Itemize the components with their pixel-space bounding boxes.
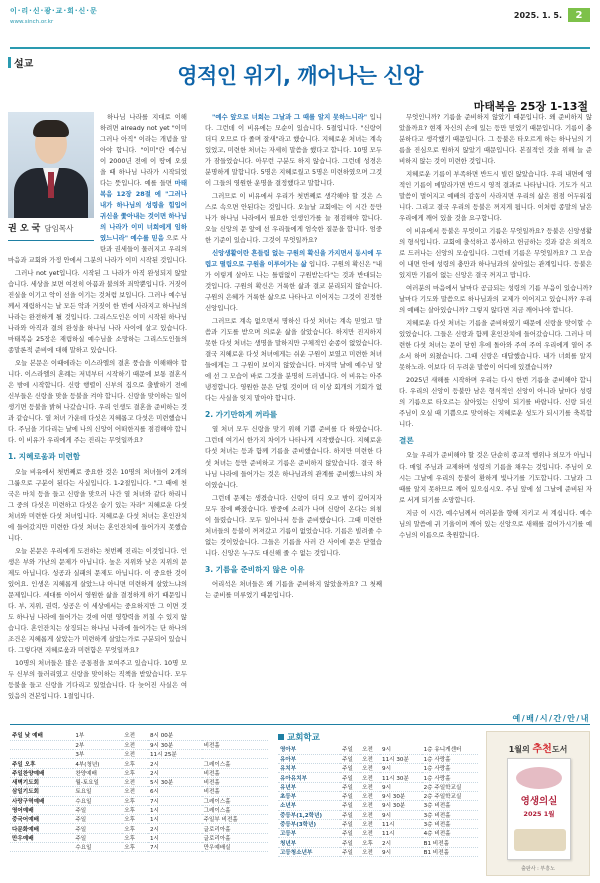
schedule-cell: 11시 30분: [380, 754, 422, 763]
schedule-cell: 주일: [340, 838, 360, 847]
schedule-group-cell: 초등부: [278, 791, 340, 800]
schedule-cell: 2층 주일학교실: [422, 782, 478, 791]
paragraph: 열 처녀 모두 신랑을 맞기 위해 기쁨 준비를 다 하였습니다. 그런데 여기서 한가지 차이가 나타나게 시작했습니다. 지혜로운 다섯 처녀는 등과 함께 기름을 준비했습니다. 하지만 미련한 다섯 처녀는 등만 준비하고 기름은 준비하지 않았습니다. 결국 하나님 나라에 들어가는 것은 하나님과의 관계를 준비했느냐의 차이였습니다.: [205, 425, 382, 489]
schedule-cell: 주일: [73, 805, 122, 814]
schedule-cell: 오전: [360, 810, 380, 819]
schedule-cell: 9시 30분: [380, 801, 422, 810]
schedule-cell: 9시: [380, 810, 422, 819]
schedule-row: [278, 791, 478, 800]
schedule-cell: 주일: [73, 824, 122, 833]
schedule-group-cell: 주일찬양예배: [10, 768, 73, 777]
schedule-row: [10, 759, 268, 768]
schedule-row: [10, 796, 268, 805]
schedule-cell: 오전: [360, 819, 380, 828]
schedule-group-cell: 다문화예배: [10, 824, 73, 833]
schedule-cell: 오전: [360, 829, 380, 838]
schedule-cell: 5시 30분: [148, 777, 202, 786]
section-label: 설교: [14, 59, 34, 70]
schedule-row: [10, 787, 268, 796]
article-column-1: [8, 112, 187, 707]
paragraph: 이 비유에서 등불은 무엇이고 기름은 무엇일까요? 등불은 신앙생활의 형식입니다. 교회에 출석하고 봉사하고 헌금하는 것과 같은 외적으로 드러나는 신앙의 모습입니다. 그런데 기름은 무엇일까요? 그 모습이 내면 안에 성령의 충만과 하나님과의 살아있는 관계입니다. 등불은 있지만 기름이 없는 신앙은 결국 꺼지고 맙니다.: [399, 227, 592, 280]
schedule-cell: 수요일: [73, 843, 122, 852]
church-school-schedule: [278, 731, 478, 857]
schedule-cell: 2시: [148, 824, 202, 833]
cover-art-bottom: [514, 829, 566, 851]
schedule-cell: 주일부 비전홀: [202, 815, 268, 824]
header-divider: [10, 47, 590, 49]
schedule-cell: 9시: [380, 782, 422, 791]
schedule-cell: 오전: [360, 791, 380, 800]
schedule-cell: 주일: [73, 833, 122, 842]
schedule-group-cell: 유년부: [278, 782, 340, 791]
book-publisher: 출판사 : 부흥노: [521, 866, 555, 872]
schedule-cell: 2부: [73, 740, 122, 749]
paragraph: 오늘 우리가 준비해야 할 것은 단순히 종교적 행위나 외모가 아닙니다. 매일 주님과 교제하며 성령의 기름을 채우는 것입니다. 주님이 오시는 그날에 우리의 등불이 환하게 빛나기를 기도합니다. 그날과 그 때를 알지 못하므로 깨어 있으십시오. 주님 앞에 설 그날에 준비된 자로 서게 되기를 소망합니다.: [399, 451, 592, 504]
schedule-cell: 11시: [380, 829, 422, 838]
schedule-cell: 6시: [148, 787, 202, 796]
schedule-cell: 9시 30분: [380, 791, 422, 800]
schedule-cell: 주일: [340, 782, 360, 791]
schedule-cell: 1시: [148, 815, 202, 824]
issue-date: 2025. 1. 5.: [513, 10, 562, 20]
schedule-cell: 주일: [340, 801, 360, 810]
schedule-row: [278, 829, 478, 838]
schedule-cell: 오전: [360, 745, 380, 754]
church-school-table: [278, 745, 478, 857]
paragraph: 지혜로운 다섯 처녀는 기름을 준비하였기 때문에 신랑을 맞이할 수 있었습니다. 그들은 신랑과 함께 혼인잔치에 들어갔습니다. 그러나 미련한 다섯 처녀는 문이 닫힌 후에 돌아와 주여 주여 우리에게 열어 주소서 하며 외쳤습니다. 그때 신랑은 대답했습니다. 내가 너희를 알지 못하노라. 이보다 더 두려운 말씀이 어디에 있겠습니까?: [399, 319, 592, 372]
scripture-reference: 마태복음 25장 1-13절: [473, 100, 588, 113]
schedule-group-cell: 유치부: [278, 764, 340, 773]
paragraph: 그런데 문제는 생겼습니다. 신랑이 더디 오고 밤이 깊어지자 모두 잠에 빠졌습니다. 밤중에 소리가 나며 신랑이 온다는 외침이 들렸습니다. 모두 일어나서 등을 준비했습니다. 그때 미련한 처녀들의 등불이 꺼져갔고 기름이 없었습니다. 기름은 빌려줄 수 없는 것이었습니다. 그들은 기름을 사러 간 사이에 문은 닫혔습니다. 신앙은 누구도 대신해 줄 수 없는 것입니다.: [205, 493, 382, 557]
schedule-row: [10, 777, 268, 786]
book-cover[interactable]: [507, 758, 571, 860]
schedule-cell: 오후: [122, 833, 148, 842]
paragraph: 오늘 본문은 우리에게 도전하는 첫번째 진리는 이것입니다. 인생은 부와 가난의 문제가 아닙니다. 높은 지위와 낮은 지위의 문제도 아닙니다. 성공과 실패의 문제도 아닙니다. 이 중요한 것이 있어요. 인생은 지혜롭게 살았느냐 아니면 미련하게 살았느냐의 문제입니다. 세대를 이어서 영원한 삶을 결정하게 하기 때문입니다. 부, 지위, 권력, 성공은 이 세상에서는 중요하지만 그 이면 것도 하나님 나라에 들어가는 것에 어떤 영향력을 끼칠 수 있지 않습니다. 혼인잔치는 상징되는 하나님 나라에 들어가는 단 하나의 조건은 지혜롭게 살았는가 미련하게 살았는가로 구분되어 있습니다. 그렇다면 지혜로움과 미련함은 무엇일까요?: [8, 546, 187, 654]
schedule-cell: 오전: [122, 740, 148, 749]
schedule-cell: 오전: [360, 847, 380, 856]
schedule-cell: 9시: [380, 847, 422, 856]
schedule-cell: 4층 비전홀: [422, 829, 478, 838]
schedule-row: [278, 810, 478, 819]
schedule-cell: 11시 30분: [380, 773, 422, 782]
schedule-row: [10, 768, 268, 777]
issue-info: [514, 8, 590, 22]
schedule-cell: [202, 750, 268, 759]
paragraph: 지혜로운 기름이 부족하면 반드시 빌린 않았습니다. 우리 내면에 영적인 기름이 메말라가면 반드시 영적 결과로 나타납니다. 기도가 식고 말씀이 멀어지고 예배의 감동이 사라지면 우리의 삶은 점점 어두워집니다. 그리고 결국 우리의 등불은 꺼지게 됩니다. 이처럼 종말의 날은 우리에게 깨어 있을 것을 요구합니다.: [399, 170, 592, 223]
schedule-cell: 오전: [360, 773, 380, 782]
schedule-cell: 오후: [122, 805, 148, 814]
schedule-group-cell: 유아유치부: [278, 773, 340, 782]
paragraph: 여러분의 마음에서 날마다 공급되는 성령의 기름 부음이 있습니까? 날마다 기도와 말씀으로 하나님과의 교제가 이어지고 있습니까? 우리의 예배는 살아있습니까? 그렇지 않다면 지금 깨어나야 합니다.: [399, 284, 592, 315]
schedule-cell: 만우예배실: [202, 843, 268, 852]
schedule-cell: 오전: [360, 801, 380, 810]
schedule-group-cell: 만우예배: [10, 833, 73, 842]
schedule-cell: 그레이스홀: [202, 796, 268, 805]
schedule-cell: 오전: [122, 787, 148, 796]
schedule-cell: B1 비전홀: [422, 838, 478, 847]
schedule-cell: 주일: [340, 764, 360, 773]
site-url[interactable]: www.sinch.or.kr: [10, 19, 54, 25]
schedule-cell: 오후: [360, 838, 380, 847]
schedule-cell: 비전홀: [202, 740, 268, 749]
schedule-cell: 주일: [340, 819, 360, 828]
schedule-group-cell: 사랑구역예배: [10, 796, 73, 805]
article-column-2: [205, 112, 382, 707]
schedule-group-cell: 중국어예배: [10, 815, 73, 824]
schedule-group-cell: 영어예배: [10, 805, 73, 814]
schedule-cell: 오전: [360, 782, 380, 791]
paragraph: 그러므로 계속 없으면서 명하신 다섯 처녀는 계속 믿었고 말씀과 기도를 받으며 의로운 삶을 살았습니다. 하지만 진지하지 못한 다섯 처녀는 생명을 말하지만 구체적인 순종이 없었습니다. 결국 지혜로운 다섯 처녀에게는 쉬운 구원이 보였고 미련한 처녀들에게는 그 구원이 보이지 않았습니다. 마지막 날에 예수님 앞에 선 그 모습이 바로 그것을 분명히 드러냅니다. 이 비유는 아주 냉정합니다. 영원한 문은 닫힐 것이며 더 이상 회개의 기회가 없다는 사실을 잊지 말아야 합니다.: [205, 317, 382, 403]
schedule-cell: 1층 사랑홀: [422, 764, 478, 773]
schedule-group-cell: 주일 낮 예배: [10, 731, 73, 740]
book-date: 2025 1월: [523, 810, 555, 818]
schedule-group-cell: 삼일기도회: [10, 787, 73, 796]
worship-guide-divider: [10, 724, 590, 725]
schedule-cell: 오후: [122, 824, 148, 833]
paragraph: 지금 이 시간, 예수님께서 여러분을 향해 지키고 서 계십니다. 예수님의 말씀에 귀 기울이며 깨어 있는 신앙으로 새해를 걸어가시기를 예수님의 이름으로 축원합니다.: [399, 508, 592, 539]
schedule-row: [10, 824, 268, 833]
schedule-cell: 오전: [122, 731, 148, 740]
schedule-cell: 오전: [122, 777, 148, 786]
page-number-badge: 2: [568, 8, 590, 22]
paragraph: 무엇인니까? 기름을 준비하지 않았기 때문입니다. 왜 준비하지 않았을까요? 현재 자신의 손에 있는 등만 믿었기 때문입니다. 기름이 충분하다고 생각했기 때문입니다. 그 등불은 타오르게 하는 하나님의 기름을 진심으로 원하지 않았기 때문입니다. 본질적인 것을 위해 늘 준비하지 않는 것이 미련한 것입니다.: [399, 113, 592, 166]
schedule-cell: 11시 25분: [148, 750, 202, 759]
schedule-row: [10, 805, 268, 814]
schedule-cell: 2층 주일학교실: [422, 791, 478, 800]
paragraph: 2025년 새해를 시작하며 우리는 다시 한번 기름을 준비해야 합니다. 우리의 신앙이 등불만 남은 형식적인 신앙이 아니라 날마다 성령의 기름으로 타오르는 살아있는 신앙이 되기를 바랍니다. 신랑 되신 주님이 오실 때 기쁨으로 맞이하는 지혜로운 성도가 되시기를 축복합니다.: [399, 376, 592, 429]
schedule-cell: 3부: [73, 750, 122, 759]
schedule-row: [278, 745, 478, 754]
schedule-row: [278, 764, 478, 773]
schedule-row: [278, 801, 478, 810]
schedule-cell: B1 비전홀: [422, 847, 478, 856]
schedule-row: [10, 731, 268, 740]
worship-schedule-table: [10, 731, 268, 852]
schedule-cell: 9시 30분: [148, 740, 202, 749]
schedule-group-cell: 중등부(3학년): [278, 819, 340, 828]
schedule-cell: 1시: [148, 833, 202, 842]
schedule-cell: 그레이스홀: [202, 805, 268, 814]
newspaper-masthead: 이·리·신·광·교·회·신·문: [10, 7, 98, 15]
section-heading: 3. 기름을 준비하지 않은 이유: [205, 564, 305, 574]
cover-art-shape: [516, 767, 562, 789]
schedule-cell: 주일: [340, 745, 360, 754]
schedule-cell: 오전: [360, 764, 380, 773]
author-photo: [8, 112, 94, 218]
author-byline: [8, 222, 94, 241]
schedule-cell: 비전홀: [202, 768, 268, 777]
schedule-row: [10, 843, 268, 852]
schedule-row: [10, 740, 268, 749]
schedule-cell: 4부(청년): [73, 759, 122, 768]
schedule-cell: [202, 731, 268, 740]
schedule-row: [10, 750, 268, 759]
paragraph: "예수 앞으로 너희는 그날과 그 때를 알지 못하느니라" 입니다. 그런데 이 비유에는 모순이 있습니다. 5절입니다. "신랑이 더디 오므로 다 졸며 잘새"라고 했습니다. 지혜로운 처녀는 계속 있었고, 미련한 처녀는 자세히 말씀을 했다고 합니다. 10명 모두가 잠들었습니다. 아무런 구분도 하지 않습니다. 그런데 성경은 분명하게 말합니다. 5명은 지혜로웠고 5명은 미련하였으며 그것이 그들의 영원한 운명을 결정했다고 말합니다.: [205, 113, 382, 188]
paragraph: 하나님 나라를 지대로 이해하려면 already not yet "이미 그러나 아직" 이라는 개념을 알아야 합니다. "이미"란 예수님이 2000년 전에 이 땅에 오셨을 때 하나님 나라가 시작되었다는 뜻입니다. 예를 들면 마태복음 12장 28절 에 "그러나 내가 하나님의 성령을 힘입어 귀신을 쫓아내는 것이면 하나님의 나라가 이미 너희에게 임하였느니라" 예수를 믿음 으로 사탄과 권세들이 물러지고 우리의 마음과 교회와 가정 안에서 그분의 나라가 이미 시작된 것입니다.: [8, 113, 187, 265]
paragraph: 그러나 not yet입니다. 시작된 그 나라가 아직 완성되지 않았습니다. 세상을 보면 여전히 아픔과 불의와 죄악뿐입니다. 거짓이 진실을 이기고 악이 선을 이기는 것처럼 보입니다. 그러나 예수님께서 재림하시는 날 모든 악과 거짓이 한 번에 사라지고 하나님의 나라는 완전하게 될 것입니다. 그리스도인은 이미 시작된 하나님 나라와 아직과 결의 완성을 하나님 나라 사이에 살고 있습니다. 마태복음 25장은 재림하실 예수님을 소망하는 그리스도인들의 종말론적 준비에 대해 말하고 있습니다.: [8, 269, 187, 355]
schedule-cell: 오후: [122, 815, 148, 824]
schedule-cell: 1층 유니게센터: [422, 745, 478, 754]
schedule-cell: 비전홀: [202, 787, 268, 796]
schedule-group-cell: 고등부: [278, 829, 340, 838]
schedule-cell: 2시: [380, 838, 422, 847]
paragraph: 오늘 비유에서 첫번째로 중요한 것은 10명의 처녀들이 2개의 그룹으로 구분이 된다는 사실입니다. 1-2절입니다. "그 때에 천국은 마치 등을 들고 신랑을 맞으러 나간 열 처녀와 같다 하리니 그 중의 다섯은 미련하고 다섯은 슬기 있는 자라" 지혜로운 다섯 처녀와 미련한 다섯 처녀입니다. 지혜로운 다섯 처녀는 혼인잔치에 들어갔지만 미련한 다섯 처녀는 혼인잔치에 들어가지 못했습니다.: [8, 467, 187, 542]
schedule-cell: 오후: [122, 796, 148, 805]
schedule-group-cell: 영아부: [278, 745, 340, 754]
recommended-book-ad[interactable]: [486, 731, 590, 876]
author-name: 권 오 국: [8, 224, 41, 234]
schedule-cell: 1시: [148, 805, 202, 814]
schedule-cell: 주일: [340, 847, 360, 856]
schedule-cell: 2시: [148, 768, 202, 777]
schedule-cell: 11시: [380, 819, 422, 828]
schedule-group-cell: [10, 740, 73, 749]
schedule-cell: 9시: [380, 764, 422, 773]
schedule-cell: 9시: [380, 745, 422, 754]
schedule-cell: 비전홀: [202, 777, 268, 786]
schedule-cell: 1층 사랑홀: [422, 773, 478, 782]
schedule-cell: 주일: [340, 810, 360, 819]
book-title: 영생의실: [520, 796, 558, 807]
schedule-row: [278, 754, 478, 763]
church-school-title: 교회학교: [278, 731, 478, 743]
paragraph: 오늘 본문은 이때에라는 이스라엘의 결혼 풍습을 이해해야 합니다. 이스라엘의 혼례는 저녁부터 시작하기 때문에 보통 결혼식은 밤에 시작합니다. 신랑 행렬이 신부의 집으로 출발하기 전에 신부들은 신랑을 맞을 등불을 켜야 합니다. 신랑을 맞이하는 일이 생기면 등불을 밝혀 나갔습니다. 우리 인생도 결혼을 준비하는 것과 같습니다. 열 처녀 가운데 다섯은 지혜롭고 다섯은 미련했습니다. 주님을 기다리는 날에 나의 신앙이 어떠한지를 점검해야 합니다. 이 비유가 우리에게 주는 진리는 무엇일까요?: [8, 359, 187, 445]
schedule-cell: 3층 비전홀: [422, 801, 478, 810]
schedule-cell: 1층 사랑홀: [422, 754, 478, 763]
schedule-group-cell: 주일 오후: [10, 759, 73, 768]
schedule-row: [10, 815, 268, 824]
schedule-cell: 오후: [122, 768, 148, 777]
schedule-group-cell: [10, 843, 73, 852]
schedule-row: [10, 833, 268, 842]
schedule-cell: 주일: [340, 754, 360, 763]
schedule-group-cell: 청년부: [278, 838, 340, 847]
schedule-row: [278, 838, 478, 847]
section-heading: 2. 가기만하게 꺼라를: [205, 410, 278, 420]
page-header: [10, 6, 590, 46]
schedule-cell: 오전: [360, 754, 380, 763]
schedule-cell: 주일: [340, 829, 360, 838]
schedule-cell: 3층 비전홀: [422, 810, 478, 819]
schedule-group-cell: [10, 750, 73, 759]
schedule-cell: 8시 00분: [148, 731, 202, 740]
schedule-cell: 오전: [122, 750, 148, 759]
sermon-title: 영적인 위기, 깨어나는 신앙: [177, 64, 423, 88]
worship-guide-label: 예/배/시/간/안/내: [512, 714, 590, 723]
schedule-cell: 주일: [340, 791, 360, 800]
schedule-cell: 글로리아홀: [202, 833, 268, 842]
sermon-body: [8, 112, 592, 707]
schedule-group-cell: 새벽기도회: [10, 777, 73, 786]
schedule-group-cell: 소년부: [278, 801, 340, 810]
schedule-cell: 1부: [73, 731, 122, 740]
schedule-cell: 수요일: [73, 796, 122, 805]
schedule-group-cell: 유아부: [278, 754, 340, 763]
schedule-cell: 월-토요일: [73, 777, 122, 786]
schedule-row: [278, 847, 478, 856]
schedule-group-cell: 고등청소년부: [278, 847, 340, 856]
section-heading: 결론: [399, 436, 414, 446]
schedule-cell: 2시: [148, 759, 202, 768]
schedule-cell: 오후: [122, 843, 148, 852]
paragraph: 그러므로 이 비유에서 우리가 첫번째로 생각해야 할 것은 스스로 속으면 안된다는 것입니다. 오늘날 교회에는 이 시간 등만 나가 하나님 나라에서 필요한 인생인가를 늘 점검해야 합니다. 오늘 신앙의 문 앞에 선 우리들에게 엄숙한 질문을 합니다. 엄중한 기준이 있습니다. 그것이 무엇일까요?: [205, 192, 382, 245]
paragraph: 어리석은 처녀들은 왜 기름을 준비하지 않았을까요? 그 첫째는 준비를 미루었기 때문입니다.: [205, 579, 382, 599]
schedule-cell: 주일: [340, 773, 360, 782]
schedule-row: [278, 782, 478, 791]
schedule-cell: 찬양예배: [73, 768, 122, 777]
schedule-cell: 토요일: [73, 787, 122, 796]
schedule-cell: 주일: [73, 815, 122, 824]
schedule-cell: 오후: [122, 759, 148, 768]
square-bullet-icon: [278, 734, 284, 740]
section-heading: 1. 지혜로움과 미련함: [8, 452, 81, 462]
paragraph: 신앙생활이란 흔들림 없는 구원의 확신을 가지면서 동시에 두렵고 떨림으로 구원을 이루어가는 삶 입니다. 구원의 확신은 "내가 이렇게 살아도 나는 틀림없이 구원받는다"는 것과 반대되는 것입니다. 구원의 확신은 거룩한 삶과 결코 분리되지 않습니다. 구원의 은혜가 거룩한 삶으로 나타나고 이어지는 그것이 진정한 신앙입니다.: [205, 249, 382, 313]
worship-schedule: [10, 731, 268, 852]
schedule-group-cell: 중등부(1,2학년): [278, 810, 340, 819]
schedule-cell: 7시: [148, 796, 202, 805]
article-column-3: [399, 112, 592, 707]
schedule-row: [278, 819, 478, 828]
schedule-row: [278, 773, 478, 782]
schedule-cell: 그레이스홀: [202, 759, 268, 768]
schedule-cell: 글로리아홀: [202, 824, 268, 833]
schedule-cell: 7시: [148, 843, 202, 852]
schedule-cell: 3층 비전홀: [422, 819, 478, 828]
book-ad-heading: 1월의 추천도서: [508, 744, 568, 755]
author-role: 담임목사: [44, 224, 74, 233]
paragraph: 10명의 처녀들은 많은 공통점을 보여주고 있습니다. 10명 모두 신부의 들러리였고 신랑을 맞이하는 직책을 받았습니다. 모두 등불을 들고 신랑을 기다리고 있었습니다. 다 늦어진 사실은 여 있음의 견본입니다. 1절입니다.: [8, 658, 187, 700]
author-block: [8, 112, 94, 241]
